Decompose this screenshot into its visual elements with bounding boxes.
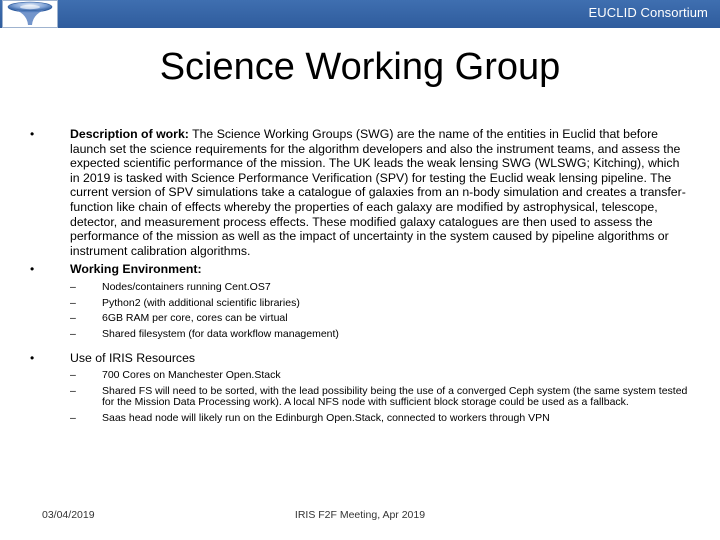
working-environment-lead: Working Environment: — [70, 262, 202, 277]
dash-icon: – — [70, 280, 76, 293]
bullet-dot-icon: • — [30, 350, 35, 365]
footer-meeting: IRIS F2F Meeting, Apr 2019 — [294, 509, 426, 521]
bullet-iris-resources — [30, 351, 690, 366]
list-item: – Saas head node will likely run on the Edinburgh Open.Stack, connected to workers through VPN — [70, 411, 550, 424]
dash-icon: – — [70, 384, 76, 397]
list-item: – Shared FS will need to be sorted, with the lead possibility being the use of a converged Ceph system (the same system tested for the Mission Data Processing work). A local NFS node with sufficient block storage could be used as a fallback. — [70, 384, 688, 409]
slide-body — [30, 127, 690, 429]
bullet-description — [30, 127, 690, 258]
working-environment-list — [30, 282, 690, 340]
description-paragraph — [70, 127, 690, 258]
bullet-working-environment — [30, 262, 690, 277]
list-item: – Shared filesystem (for data workflow management) — [70, 328, 339, 340]
list-item: – 700 Cores on Manchester Open.Stack — [70, 369, 281, 382]
list-item: – Python2 (with additional scientific libraries) — [70, 296, 300, 309]
footer-date: 03/04/2019 — [42, 509, 95, 521]
dash-icon: – — [70, 411, 76, 424]
iris-resources-list — [30, 370, 690, 424]
description-lead: Description of work: — [70, 127, 189, 141]
list-item: – Nodes/containers running Cent.OS7 — [70, 280, 271, 293]
dash-icon: – — [70, 296, 76, 309]
header-bar — [0, 0, 720, 28]
consortium-label: EUCLID Consortium — [588, 5, 708, 20]
bullet-dot-icon: • — [30, 262, 35, 277]
dash-icon: – — [70, 328, 76, 340]
page-title: Science Working Group — [159, 46, 561, 88]
bullet-dot-icon: • — [30, 127, 35, 141]
dash-icon: – — [70, 312, 76, 325]
iris-resources-lead: Use of IRIS Resources — [70, 350, 196, 365]
euclid-funnel-logo-icon — [2, 0, 58, 28]
dash-icon: – — [70, 369, 76, 382]
description-text: The Science Working Groups (SWG) are the name of the entities in Euclid that before launch set the science requirements for the algorithm developers and also the instrument teams, and assess the expected scientific performance of the mission. The UK leads the weak lensing SWG (WLSWG; Kitching), which in 2019 is tasked with Science Performance Verification (SPV) for testing the Euclid weak lensing pipeline. The current version of SPV simulations take a catalogue of galaxies from an n-body simulation and creates a transfer-function like chain of effects whereby the properties of each galaxy are modified by astrophysical, telescope, detector, and measurement process effects. These modified galaxy catalogues are then used to assess the performance of the mission as well as the impact of uncertainty in the system caused by pipeline algorithms or instrument calibration algorithms. — [70, 127, 686, 258]
list-item: – 6GB RAM per core, cores can be virtual — [70, 312, 288, 325]
